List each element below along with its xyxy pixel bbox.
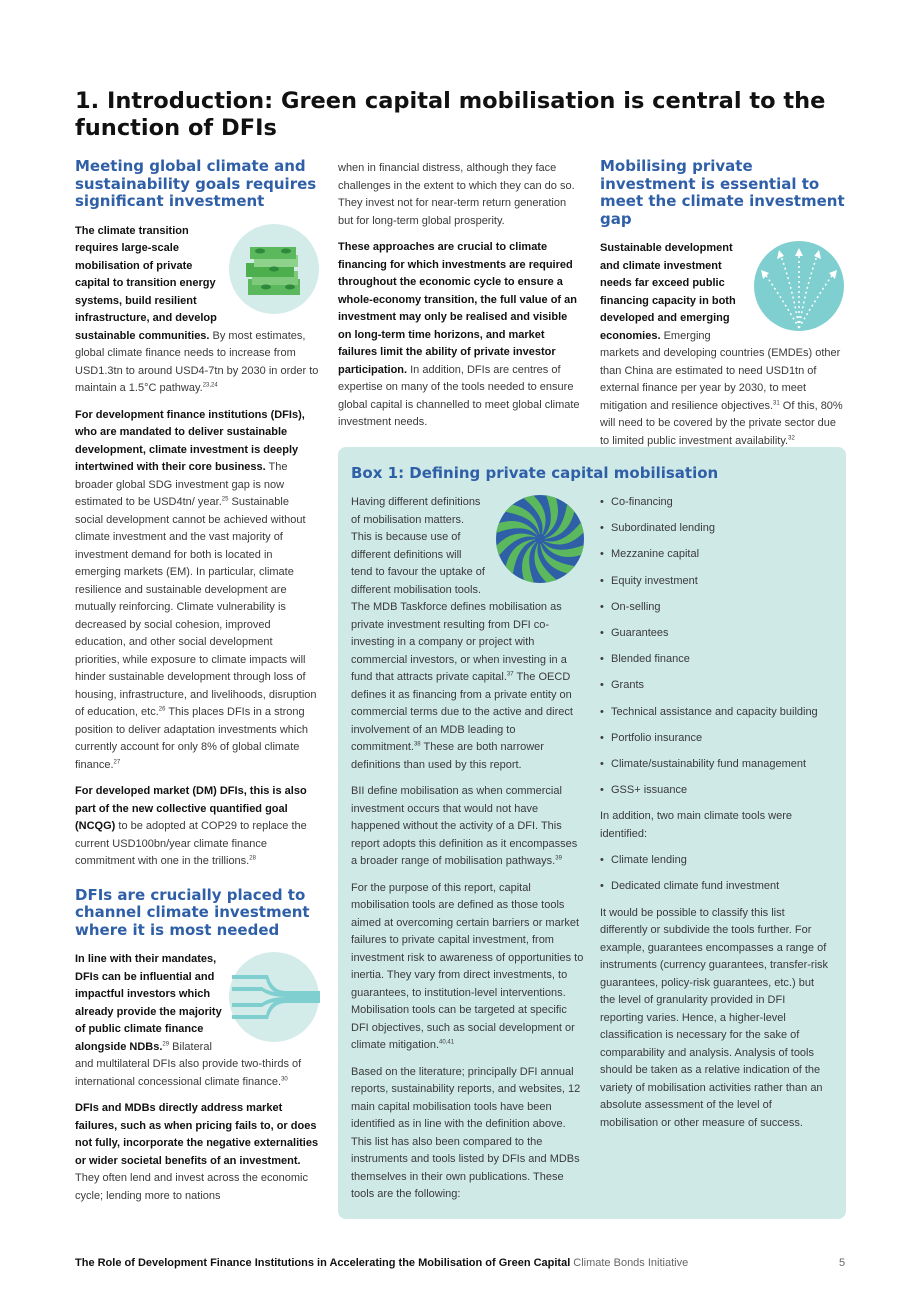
mobilisation-tools-list: [600, 494, 830, 800]
climate-tools-list: [600, 852, 830, 896]
tool-item: • Blended finance: [600, 651, 830, 669]
tool-item: • Climate/sustainability fund management: [600, 756, 830, 774]
money-stack-icon: [228, 223, 320, 315]
column-middle: [338, 160, 582, 441]
box-column-right: [600, 494, 830, 1141]
box-paragraph-climate-tools: In addition, two main climate tools were identified:: [600, 810, 792, 840]
paragraph-dfi-mandates: In line with their mandates, DFIs can be influential and impactful investors which already provide the majority of public climate finance alongside NDBs.$^{29}$ Bilateral and multilateral DFIs also provide two-thirds of international concessional climate finance.$^{30}$: [75, 951, 320, 1091]
paragraph-dfi-mandate: For development finance institutions (DFIs), who are mandated to deliver sustainable development, climate investment is deeply intertwined with their core business. The broader global SDG investment gap is now estimated to be USD4tn/ year.$^{25}$ Sustainable social development cannot be achieved without climate investment and the vast majority of investment demand for both is located in emerging markets (EM). In particular, climate resilience and sustainable development are mutually reinforcing. Climate vulnerability is decreased by social cohesion, improved education, and other social development priorities, while exposure to climate impacts will hinder sustainable development through loss of housing, infrastructure, and livelihoods, disruption of education, etc.$^{26}$ This places DFIs in a strong position to deliver adaptation investments which currently account for only 8% of global climate finance.$^{27}$: [75, 408, 317, 771]
column-left: [75, 158, 320, 1214]
paragraph-climate-transition: The climate transition requires large-scale mobilisation of private capital to transition energy systems, build resilient infrastructure, and develop sustainable communities. By most estimates, global climate finance needs to increase from USD1.3tn to around USD4-7tn by 2030 in order to maintain a 1.5°C pathway.$^{23,24}$: [75, 224, 319, 394]
section-heading-climate-goals: Meeting global climate and sustainability goals requires significant investment: [75, 157, 317, 210]
box-paragraph-tools-defined: For the purpose of this report, capital mobilisation tools are defined as those tools aimed at overcoming certain barriers or market failures to private capital investment, from investment risk to awareness of opportunities to inertia. They vary from direct investments, to guarantees, to institution-level interventions. Mobilisation tools can be targeted at specific DFI objectives, such as social development or climate mitigation.$^{40,41}$: [351, 881, 584, 1051]
footer: [75, 1257, 688, 1269]
column-right: [600, 158, 845, 459]
tool-item: • GSS+ issuance: [600, 782, 830, 800]
tool-item: • Guarantees: [600, 625, 830, 643]
footer-report-title: The Role of Development Finance Institutions in Accelerating the Mobilisation of Green Capital: [75, 1257, 571, 1269]
box-paragraph-definitions: Having different definitions of mobilisation matters. This is because use of different definitions will tend to favour the uptake of different mobilisation tools. The MDB Taskforce defines mobilisation as private investment resulting from DFI co-investing in a company or project with commercial investors, or when investing in a fund that attracts private capital.$^{37}$ The OECD defines it as financing from a private entity on commercial terms due to the active and direct involvement of an MDB leading to commitment.$^{38}$ These are both narrower definitions than used by this report.: [351, 494, 585, 774]
section-heading-dfis-placed: DFIs are crucially placed to channel climate investment where it is most needed: [75, 885, 310, 939]
box-defining-mobilisation: [338, 447, 846, 1219]
tool-item: • Technical assistance and capacity building: [600, 704, 830, 722]
tool-item: • Portfolio insurance: [600, 730, 830, 748]
fork-icon: [228, 951, 320, 1043]
tool-item: • Mezzanine capital: [600, 546, 830, 564]
swirl-graphic-icon: [495, 494, 585, 584]
box-title: Box 1: Defining private capital mobilisation: [351, 464, 719, 482]
paragraph-ncqg: For developed market (DM) DFIs, this is also part of the new collective quantified goal (NCQG) to be adopted at COP29 to replace the current USD100bn/year climate finance commitment with one in the trillions.$^{28}$: [75, 785, 307, 867]
tool-item: • Co-financing: [600, 494, 830, 512]
box-column-left: [351, 494, 585, 1213]
tool-item: • Equity investment: [600, 573, 830, 591]
tool-item: • Grants: [600, 677, 830, 695]
footer-org: Climate Bonds Initiative: [573, 1257, 689, 1269]
paragraph-sustainable-needs: Sustainable development and climate investment needs far exceed public financing capacity in both developed and emerging economies. Emerging markets and developing countries (EMDEs) other than China are estimated to need USD1tn of external finance per year by 2030, to meet mitigation and resilience objectives.$^{31}$ Of this, 80% will need to be covered by the private sector due to limited public investment availability.$^{32}$: [600, 240, 845, 450]
climate-tool-item: • Climate lending: [600, 852, 830, 870]
page-title: 1. Introduction: Green capital mobilisation is central to the function of DFIs: [75, 88, 826, 141]
climate-tool-item: • Dedicated climate fund investment: [600, 878, 830, 896]
page-number: 5: [839, 1257, 846, 1269]
dispersing-arrows-icon: [753, 240, 845, 332]
tool-item: • Subordinated lending: [600, 520, 830, 538]
box-paragraph-literature: Based on the literature; principally DFI annual reports, sustainability reports, and websites, 12 main capital mobilisation tools have been identified as in line with the definition above. This list has also been compared to the instruments and tools listed by DFIs and MDBs themselves in their own publications. These tools are the following:: [351, 1065, 581, 1200]
box-paragraph-bii: BII define mobilisation as when commercial investment occurs that would not have happened without the activity of a DFI. This report adopts this definition as it encompasses a broader range of mobilisation pathways.$^{39}$: [351, 785, 578, 867]
paragraph-distress: when in financial distress, although they face challenges in the extent to which they can do so. They invest not for near-term return generation but for long-term global prosperity.: [338, 162, 575, 227]
section-heading-mobilising: Mobilising private investment is essential to meet the climate investment gap: [600, 157, 845, 228]
tool-item: • On-selling: [600, 599, 830, 617]
box-paragraph-classification: It would be possible to classify this list differently or subdivide the tools further. For example, guarantees encompasses a range of instruments (currency guarantees, transfer-risk guarantees, policy-risk guarantees, etc.) but the level of granularity provided in DFI reporting varies. Hence, a higher-level classification is necessary for the sake of comparability and analysis. Analysis of tools should be taken as a relative indication of the variety of mobilisation activities rather than an absolute assessment of the level of mobilisation or other measure of success.: [600, 906, 829, 1129]
paragraph-approaches: These approaches are crucial to climate financing for which investments are required throughout the economic cycle to ensure a whole-economy transition, the full value of an investment may only be realised and visible on long-term time horizons, and market failures limit the ability of private investor participation. In addition, DFIs are centres of expertise on many of the tools needed to ensure global capital is channelled to meet global climate investment needs.: [338, 241, 580, 428]
paragraph-market-failures: DFIs and MDBs directly address market failures, such as when pricing fails to, or does not fully, incorporate the negative externalities or wider societal benefits of an investment. They often lend and invest across the economic cycle; lending more to nations: [75, 1102, 319, 1202]
